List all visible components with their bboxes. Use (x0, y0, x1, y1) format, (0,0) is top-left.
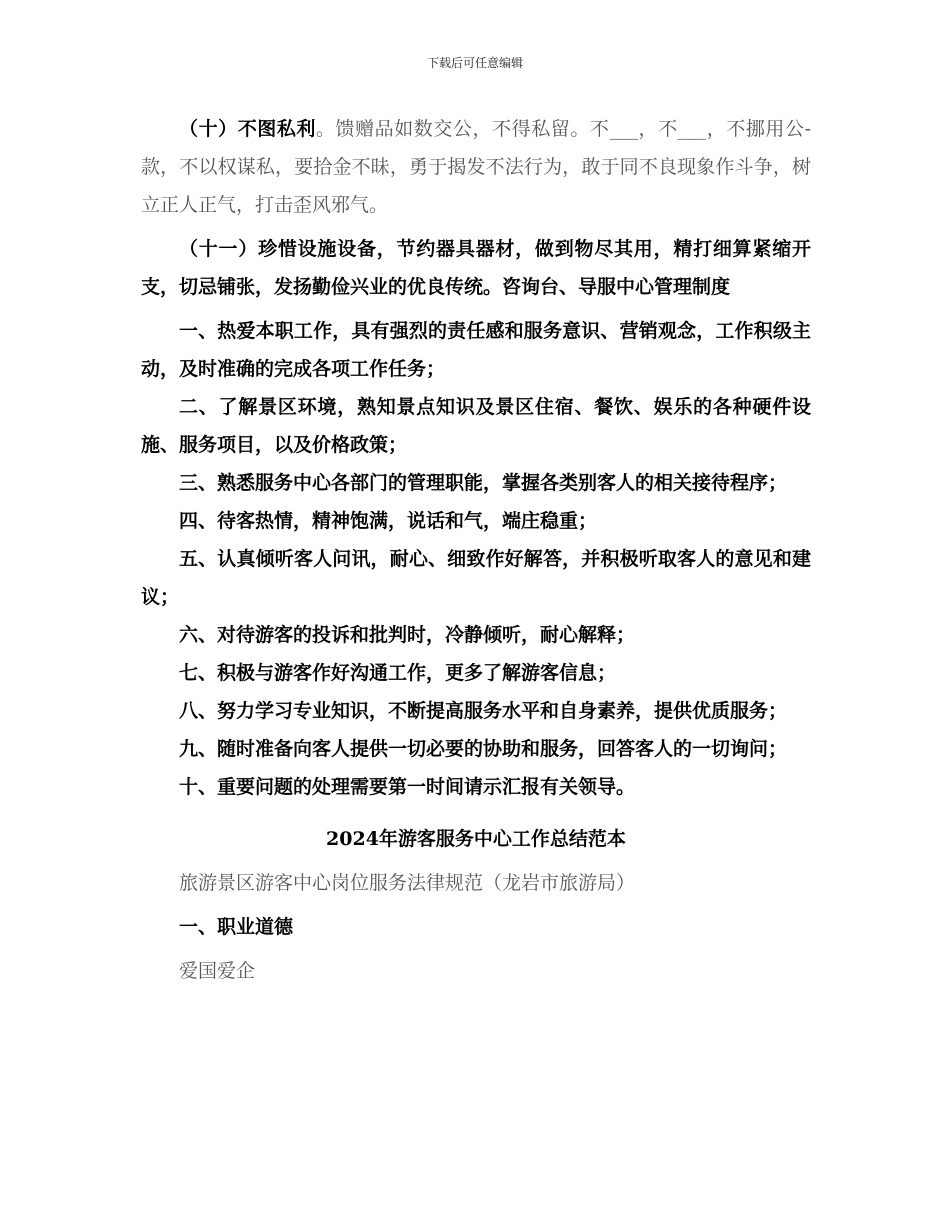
rule-item: 八、努力学习专业知识，不断提高服务水平和自身素养，提供优质服务； (179, 700, 788, 722)
rule-item: 六、对待游客的投诉和批判时，冷静倾听，耐心解释； (179, 624, 636, 646)
paragraph-equipment: （十一）珍惜设施设备，节约器具器材，做到物尽其用，精打细算紧缩开支，切忌铺张，发扬勤俭兴业的优良传统。咨询台、导服中心管理制度 (141, 238, 811, 298)
rule-item: 五、认真倾听客人问讯，耐心、细致作好解答，并积极听取客人的意见和建议； (141, 548, 811, 608)
paragraph-private-interest (141, 110, 811, 224)
paragraph-heading: （十）不图私利 (179, 118, 316, 140)
rule-item: 二、了解景区环境，熟知景点知识及景区住宿、餐饮、娱乐的各种硬件设施、服务项目，以及价格政策； (141, 396, 811, 456)
page-header: 下载后可任意编辑 (426, 56, 523, 70)
rule-item: 十、重要问题的处理需要第一时间请示汇报有关领导。 (179, 776, 636, 798)
rule-item: 三、熟悉服务中心各部门的管理职能，掌握各类别客人的相关接待程序； (179, 472, 788, 494)
section-heading: 一、职业道德 (179, 916, 294, 938)
rule-item: 九、随时准备向客人提供一切必要的协助和服务，回答客人的一切询问； (179, 738, 788, 760)
section-item: 爱国爱企 (179, 960, 256, 982)
document-body (141, 110, 811, 990)
rule-item: 七、积极与游客作好沟通工作，更多了解游客信息； (179, 662, 617, 684)
section-subtitle: 旅游景区游客中心岗位服务法律规范（龙岩市旅游局） (179, 872, 636, 894)
rule-item: 四、待客热情，精神饱满，说话和气，端庄稳重； (179, 510, 598, 532)
rule-item: 一、热爱本职工作，具有强烈的责任感和服务意识、营销观念，工作积级主动，及时准确的完成各项工作任务； (141, 320, 811, 380)
section-title: 2024年游客服务中心工作总结范本 (326, 828, 626, 850)
paragraph-body: 。馈赠品如数交公，不得私留。不___，不___，不挪用公-款，不以权谋私，要拾金不昧，勇于揭发不法行为，敢于同不良现象作斗争，树立正人正气，打击歪风邪气。 (141, 118, 811, 216)
